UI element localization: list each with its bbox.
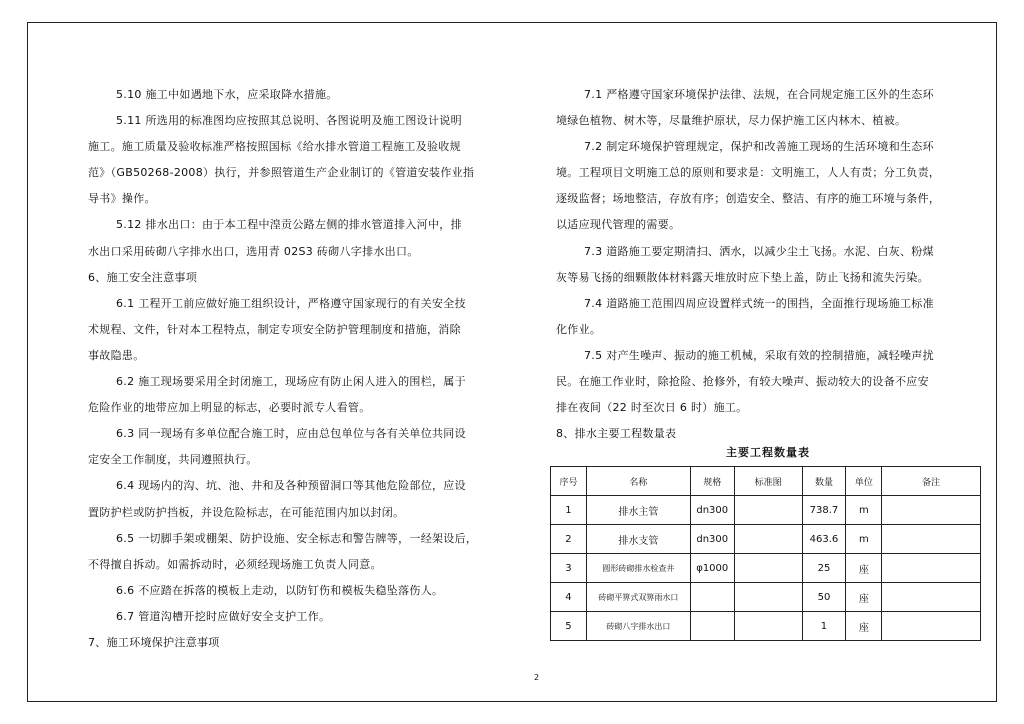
remarks-cell — [882, 496, 981, 525]
row-number-cell: 4 — [551, 583, 587, 612]
spec-cell: dn300 — [690, 496, 734, 525]
left-text-line: 6.6 不应踏在拆落的模板上走动，以防钉伤和模板失稳坠落伤人。 — [116, 583, 444, 597]
spec-cell: φ1000 — [690, 554, 734, 583]
right-text-line: 7.3 道路施工要定期清扫、洒水，以减少尘土飞扬。水泥、白灰、粉煤 — [584, 244, 934, 258]
quantity-cell: 1 — [802, 612, 846, 641]
right-text-line: 逐级监督；场地整洁，存放有序；创造安全、整洁、有序的施工环境与条件， — [556, 192, 941, 206]
unit-cell: 座 — [846, 583, 882, 612]
quantity-cell: 50 — [802, 583, 846, 612]
row-number-cell: 5 — [551, 612, 587, 641]
table-row — [551, 583, 981, 612]
remarks-cell — [882, 525, 981, 554]
name-cell: 排水主管 — [586, 496, 690, 525]
left-text-line: 导书》操作。 — [88, 192, 156, 206]
left-text-line: 5.10 施工中如遇地下水，应采取降水措施。 — [116, 88, 338, 101]
name-cell: 砖砌平箅式双箅雨水口 — [586, 583, 690, 612]
header-cell: 备注 — [882, 467, 981, 496]
left-text-line: 不得擅自拆动。如需拆动时，必须经现场施工负责人同意。 — [88, 557, 382, 571]
right-text-line: 以适应现代管理的需要。 — [556, 218, 681, 232]
unit-cell: 座 — [846, 554, 882, 583]
left-text-column — [88, 82, 493, 656]
quantity-cell: 25 — [802, 554, 846, 583]
header-cell: 名称 — [586, 467, 690, 496]
right-text-line: 境。工程项目文明施工总的原则和要求是：文明施工，人人有责；分工负责， — [556, 166, 941, 180]
right-text-line: 化作业。 — [556, 322, 602, 336]
name-cell: 排水支管 — [586, 525, 690, 554]
name-cell: 圆形砖砌排水检查井 — [586, 554, 690, 583]
spec-cell: dn300 — [690, 525, 734, 554]
standard-drawing-cell — [734, 612, 802, 641]
left-text-line: 事故隐患。 — [88, 348, 145, 362]
spec-cell — [690, 583, 734, 612]
row-number-cell: 2 — [551, 525, 587, 554]
quantity-cell: 738.7 — [802, 496, 846, 525]
remarks-cell — [882, 583, 981, 612]
left-text-line: 水出口采用砖砌八字排水出口，选用青 02S3 砖砌八字排水出口。 — [88, 244, 419, 258]
unit-cell: m — [846, 496, 882, 525]
standard-drawing-cell — [734, 583, 802, 612]
left-text-line: 定安全工作制度，共同遵照执行。 — [88, 453, 258, 467]
left-text-line: 6.3 同一现场有多单位配合施工时，应由总包单位与各有关单位共同设 — [116, 427, 466, 441]
right-text-line: 境绿色植物、树木等，尽量维护原状，尽力保护施工区内林木、植被。 — [556, 114, 907, 128]
page-number: 2 — [534, 673, 540, 682]
table-row — [551, 612, 981, 641]
right-text-line: 7.4 道路施工范围四周应设置样式统一的围挡，全面推行现场施工标准 — [584, 296, 934, 310]
unit-cell: m — [846, 525, 882, 554]
right-text-line: 民。在施工作业时，除抢险、抢修外，有较大噪声、振动较大的设备不应安 — [556, 375, 929, 389]
standard-drawing-cell — [734, 525, 802, 554]
left-text-line: 6.2 施工现场要采用全封闭施工，现场应有防止闲人进入的围栏，属于 — [116, 375, 466, 389]
table-title: 主要工程数量表 — [726, 446, 810, 459]
left-text-line: 6.1 工程开工前应做好施工组织设计，严格遵守国家现行的有关安全技 — [116, 296, 466, 310]
left-text-line: 危险作业的地带应加上明显的标志，必要时派专人看管。 — [88, 401, 371, 415]
header-cell: 标准图 — [734, 467, 802, 496]
left-text-line: 7、施工环境保护注意事项 — [88, 635, 220, 649]
name-cell: 砖砌八字排水出口 — [586, 612, 690, 641]
left-text-line: 6、施工安全注意事项 — [88, 270, 197, 284]
left-text-line: 6.5 一切脚手架或棚架、防护设施、安全标志和警告牌等，一经架设后， — [116, 531, 478, 545]
left-text-line: 施工。施工质量及验收标准严格按照国标《给水排水管道工程施工及验收规 — [88, 140, 461, 154]
left-text-line: 5.12 排水出口：由于本工程中湟贡公路左侧的排水管道排入河中，排 — [116, 218, 462, 232]
right-text-line: 8、排水主要工程数量表 — [556, 427, 677, 441]
standard-drawing-cell — [734, 554, 802, 583]
left-text-line: 6.4 现场内的沟、坑、池、井和及各种预留洞口等其他危险部位，应设 — [116, 479, 466, 493]
row-number-cell: 1 — [551, 496, 587, 525]
spec-cell — [690, 612, 734, 641]
unit-cell: 座 — [846, 612, 882, 641]
header-cell: 序号 — [551, 467, 587, 496]
right-text-line: 7.1 严格遵守国家环境保护法律、法规，在合同规定施工区外的生态环 — [584, 88, 934, 101]
right-text-line: 排在夜间（22 时至次日 6 时）施工。 — [556, 401, 748, 415]
table-row — [551, 525, 981, 554]
right-text-line: 灰等易飞扬的细颗散体材料露天堆放时应下垫上盖，防止飞扬和流失污染。 — [556, 270, 929, 284]
table-header-row — [551, 467, 981, 496]
row-number-cell: 3 — [551, 554, 587, 583]
quantity-table — [550, 466, 981, 641]
header-cell: 单位 — [846, 467, 882, 496]
left-text-line: 5.11 所选用的标准图均应按照其总说明、各图说明及施工图设计说明 — [116, 114, 462, 128]
right-text-line: 7.2 制定环境保护管理规定，保护和改善施工现场的生活环境和生态环 — [584, 140, 934, 154]
left-text-line: 术规程、文件，针对本工程特点，制定专项安全防护管理制度和措施，消除 — [88, 322, 461, 336]
header-cell: 规格 — [690, 467, 734, 496]
right-text-line: 7.5 对产生噪声、振动的施工机械，采取有效的控制措施，减轻噪声扰 — [584, 348, 934, 362]
remarks-cell — [882, 612, 981, 641]
standard-drawing-cell — [734, 496, 802, 525]
table-row — [551, 554, 981, 583]
right-text-column — [556, 82, 976, 447]
left-text-line: 范》（GB50268-2008）执行，并参照管道生产企业制订的《管道安装作业指 — [88, 166, 475, 180]
left-text-line: 置防护栏或防护挡板，并设危险标志，在可能范围内加以封闭。 — [88, 505, 405, 519]
quantity-cell: 463.6 — [802, 525, 846, 554]
left-text-line: 6.7 管道沟槽开挖时应做好安全支护工作。 — [116, 609, 331, 623]
remarks-cell — [882, 554, 981, 583]
table-row — [551, 496, 981, 525]
header-cell: 数量 — [802, 467, 846, 496]
